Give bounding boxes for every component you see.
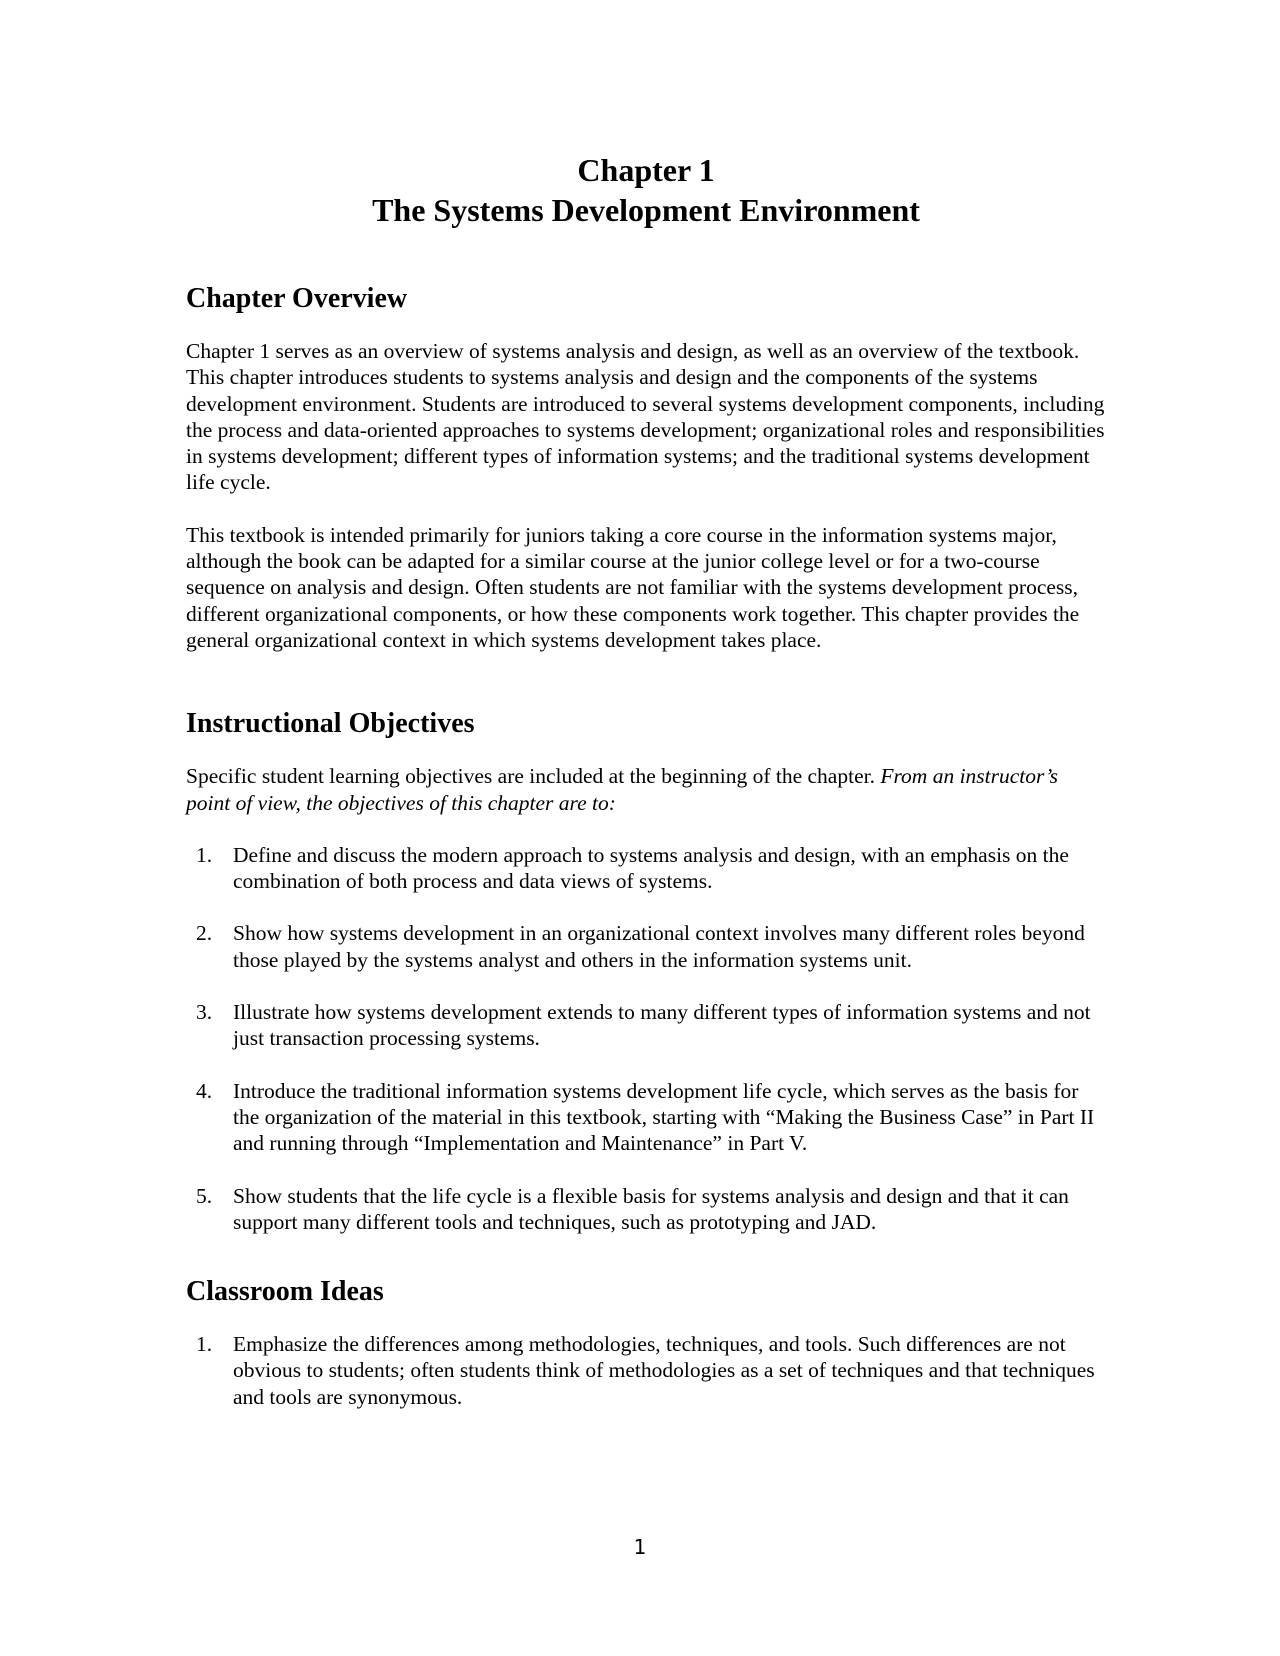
list-item-text: Introduce the traditional information systems development life cycle, which serves as the basis for the organization of the material in this textbook, starting with “Making the Business Case” in Part II and running through “Implementation and Maintenance” in Part V. <box>233 1078 1095 1156</box>
list-item-number: 5. <box>196 1183 213 1208</box>
objectives-intro-plain: Specific student learning objectives are included at the beginning of the chapter. <box>186 764 881 789</box>
chapter-number: Chapter 1 <box>577 152 715 188</box>
list-item-text: Illustrate how systems development extends to many different types of information systems and not just transaction processing systems. <box>233 1000 1091 1051</box>
list-item-text: Show how systems development in an organizational context involves many different roles beyond those played by the systems analyst and others in the information systems unit. <box>233 921 1085 972</box>
classroom-heading: Classroom Ideas <box>186 1276 384 1308</box>
list-item-text: Emphasize the differences among methodologies, techniques, and tools. Such differences are not obvious to students; often students think of methodologies as a set of techniques and that techniques and tools are synonymous. <box>233 1332 1095 1409</box>
classroom-list <box>186 1331 1106 1410</box>
list-item <box>186 1331 1106 1410</box>
overview-paragraph-1: Chapter 1 serves as an overview of systems analysis and design, as well as an overview of the textbook. This chapter introduces students to systems analysis and design and the components of the systems development environment. Students are introduced to several systems development components, including the process and data-oriented approaches to systems development; organizational roles and responsibilities in systems development; different types of information systems; and the traditional systems development life cycle. <box>186 339 1105 495</box>
list-item-number: 1. <box>196 1332 213 1357</box>
list-item <box>186 1078 1106 1157</box>
list-item-number: 2. <box>196 921 213 946</box>
chapter-title <box>186 150 1106 230</box>
objectives-intro-italic: From an instructor’s point of view, the objectives of this chapter are to: <box>186 764 1058 815</box>
overview-paragraph-2: This textbook is intended primarily for juniors taking a core course in the information systems major, although the book can be adapted for a similar course at the junior college level or for a two-course sequence on analysis and design. Often students are not familiar with the systems development process, different organizational components, or how these components work together. This chapter provides the general organizational context in which systems development takes place. <box>186 522 1080 652</box>
list-item <box>186 1183 1106 1236</box>
page-number: 1 <box>633 1535 647 1559</box>
page-content <box>186 150 1106 1436</box>
list-item-number: 3. <box>196 1000 213 1025</box>
chapter-name: The Systems Development Environment <box>372 192 920 228</box>
list-item <box>186 842 1106 895</box>
list-item-number: 4. <box>196 1078 213 1103</box>
objectives-intro <box>186 763 1106 816</box>
list-item-number: 1. <box>196 842 213 867</box>
overview-heading: Chapter Overview <box>186 283 408 314</box>
objectives-list <box>186 842 1106 1235</box>
list-item <box>186 920 1106 973</box>
list-item <box>186 999 1106 1052</box>
list-item-text: Define and discuss the modern approach to systems analysis and design, with an emphasis on the combination of both process and data views of systems. <box>233 842 1069 894</box>
list-item-text: Show students that the life cycle is a flexible basis for systems analysis and design and that it can support many different tools and techniques, such as prototyping and JAD. <box>233 1183 1069 1234</box>
objectives-heading: Instructional Objectives <box>186 708 475 740</box>
